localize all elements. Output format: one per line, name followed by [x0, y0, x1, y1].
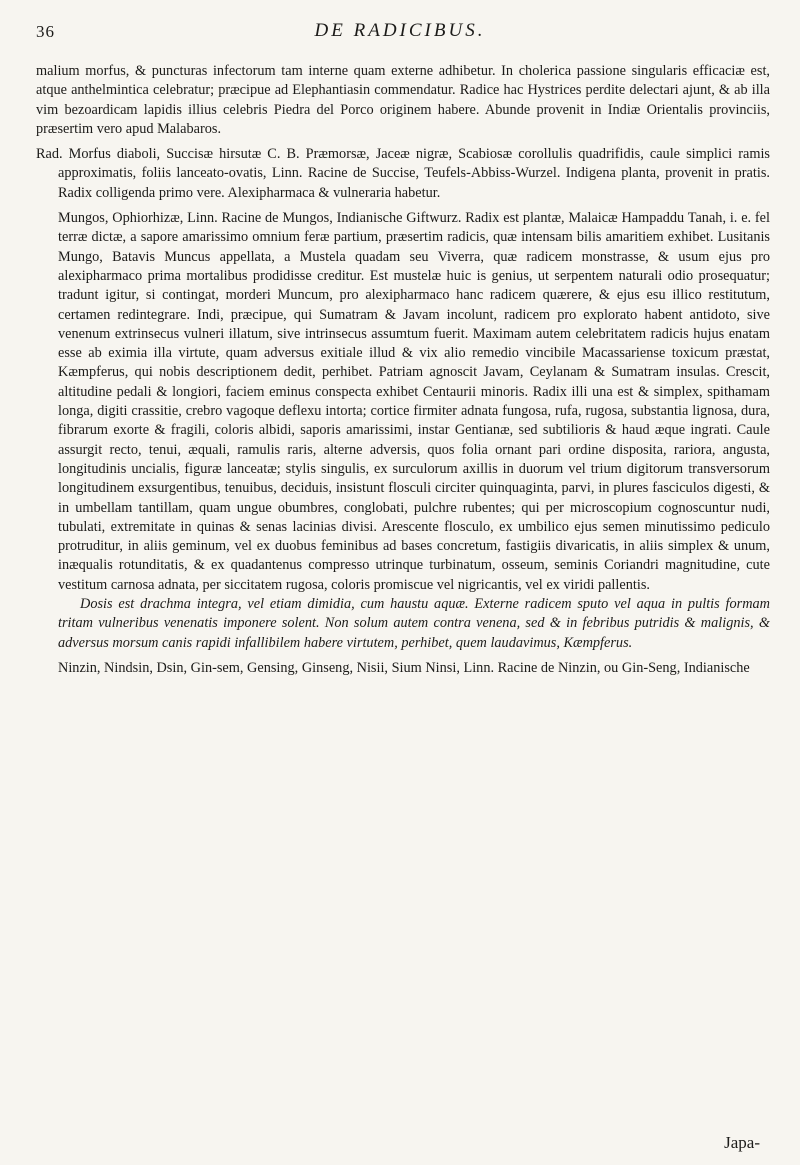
entry-morsus-diaboli: Rad. Morfus diaboli, Succisæ hirsutæ C. B. Præmorsæ, Jaceæ nigræ, Scabiosæ corollulis quadrifidis, caule simplici ramis approximatis, foliis lanceato-ovatis, Linn. Racine de Succise, Teufels-Abbiss-Wurzel. Indigena planta, provenit in pratis. Radix colligenda primo vere. Alexipharmaca & vulneraria habetur. — [36, 146, 770, 201]
entry-mungos: Mungos, Ophiorhizæ, Linn. Racine de Mungos, Indianische Giftwurz. Radix est plantæ, Malaicæ Hampaddu Tanah, i. e. fel terræ dictæ, a sapore amarissimo omnium feræ partium, præsertim radicis, quæ intensam bilis amaritiem exhibet. Lusitanis Mungo, Batavis Muncus appellata, a Mustela quadam seu Viverra, quæ radicem monstrasse, & usum ejus pro alexipharmaco prima mortalibus prodidisse creditur. Est mustelæ huic is genius, ut serpentem naturali odio prosequatur; tradunt igitur, si contingat, morderi Muncum, pro alexipharmaco hanc radicem quærere, & ejus esu illico restitutum, certamen redintegrare. Indi, præcipue, qui Sumatram & Javam incolunt, radicem pro explorato habent antidoto, sive venenum extrinsecus vulneri illatum, sive intrinsecus assumtum fuerit. Maximam autem celebritatem radicis hujus enatam esse ab eximia illa virtute, quam adversus exitiale illud & vix alio remedio vincibile Macassariense toxicum præstat, Kæmpferus, qui nobis descriptionem dedit, perhibet. Patriam agnoscit Javam, Ceylanam & Sumatram insulas. Crescit, altitudine pedali & longiori, faciem eminus conspecta exhibet Centaurii minoris. Radix illi una est & simplex, spithamam longa, digiti crassitie, crebro vagoque deflexu intorta; cortice firmiter adnata fungosa, rufa, rugosa, substantia lignosa, dura, fibrarum exorte & fragili, coloris albidi, saporis amarissimi, instar Gentianæ, sed subtilioris & haud æque ingrati. Caule assurgit recto, tenui, æquali, ramulis raris, alterne adversis, quos folia ornant pari ordine disposita, rariora, angusta, longitudinis uncialis, figuræ lanceatæ; stylis singulis, ex surculorum axillis in duorum vel trium digitorum transversorum longitudinem exsurgentibus, tenuibus, deciduis, insistunt flosculi circiter quinquaginta, parvi, in plures fasciculos digesti, & in umbellam tantillam, quam ungue obumbres, conglobati, pulchre rubentes; qui per microscopium cognoscuntur nudi, tubulati, extremitate in quinas & senas lacinias divisi. Arescente flosculo, ex umbilico ejus semen minutissimo pediculo protruditur, in aliis geminum, vel ex duobus feminibus ad bases concretum, fastigiis divaricatis, in aliis simplex & unum, inæqualis rotunditatis, & ex quadantenus compresso utrinque turbinatum, osseum, seminis Coriandri magnitudine, cute vestitum carnosa adnata, per siccitatem rugosa, coloris promiscue vel nigricantis, vel ex viridi pallentis. — [58, 210, 770, 593]
entry-ninzin: Ninzin, Nindsin, Dsin, Gin-sem, Gensing, Ginseng, Nisii, Sium Ninsi, Linn. Racine de Ninzin, ou Gin-Seng, Indianische — [58, 659, 750, 676]
running-head: DE RADICIBUS. — [314, 20, 486, 41]
paragraph-dosis: Dosis est drachma integra, vel etiam dimidia, cum haustu aquæ. Externe radicem sputo vel aqua in pultis formam tritam vulneribus venenatis imponere solent. Non solum autem contra venena, sed & in febribus putridis & malignis, & adversus morsum canis rapidi infallibilem habere virtutem, perhibet, quem laudavimus, Kæmpferus. — [58, 596, 770, 651]
catchword: Japa- — [724, 1133, 760, 1152]
paragraph-continuation: malium morfus, & puncturas infectorum tam interne quam externe adhibetur. In cholerica passione singularis efficaciæ est, atque anthelmintica celebratur; præcipue ad Elephantiasin commendatur. Radice hac Hystrices perdite delectari ajunt, & ab illa vim bezoardicam lapidis illius celebris Piedra del Porco originem habere. Abunde provenit in Indiæ Orientalis provinciis, præsertim vero apud Malabaros. — [36, 63, 770, 137]
page-number: 36 — [36, 22, 55, 41]
body-text — [36, 62, 770, 678]
